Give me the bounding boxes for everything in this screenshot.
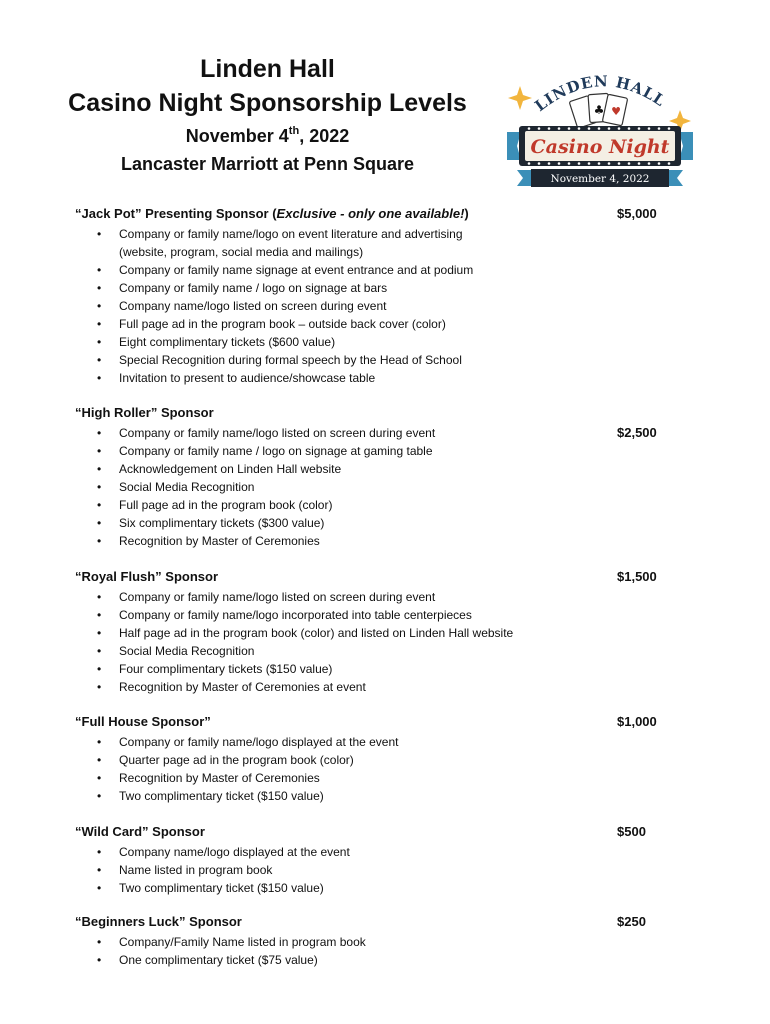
benefit-item: • Company or family name/logo displayed at the event <box>97 735 399 749</box>
tier-name: “Full House Sponsor” <box>75 714 211 729</box>
benefit-item: • Six complimentary tickets ($300 value) <box>97 516 325 530</box>
benefit-item: • Special Recognition during formal speech by the Head of School <box>97 353 462 367</box>
tier-price: $1,000 <box>617 714 657 729</box>
benefit-item: • Full page ad in the program book – outside back cover (color) <box>97 317 446 331</box>
event-organization-title: Linden Hall <box>200 55 335 83</box>
bullet-icon: • <box>97 281 102 295</box>
benefit-item: • One complimentary ticket ($75 value) <box>97 953 318 967</box>
tier-name: “High Roller” Sponsor <box>75 405 214 420</box>
benefit-item: • Company or family name / logo on signage at bars <box>97 281 388 295</box>
bullet-icon: • <box>97 753 102 767</box>
benefit-list <box>75 588 695 696</box>
tier-name: “Beginners Luck” Sponsor <box>75 914 242 929</box>
bullet-icon: • <box>97 881 102 895</box>
benefit-item: • Company or family name / logo on signage at gaming table <box>97 444 433 458</box>
benefit-item: • Recognition by Master of Ceremonies at event <box>97 680 366 694</box>
tier-price: $250 <box>617 914 646 929</box>
event-date-day: November 4 <box>185 126 289 146</box>
bullet-icon: • <box>97 371 102 385</box>
logo-top-text: LINDEN HALL <box>531 72 669 116</box>
bullet-icon: • <box>97 680 102 694</box>
benefit-list <box>75 733 695 805</box>
bullet-icon: • <box>97 498 102 512</box>
logo-date-text: November 4, 2022 <box>550 173 650 185</box>
bullet-icon: • <box>97 335 102 349</box>
benefit-item: • Four complimentary tickets ($150 value) <box>97 662 333 676</box>
tier-name <box>75 205 695 223</box>
benefit-list <box>75 843 695 897</box>
bullet-icon: • <box>97 516 102 530</box>
benefit-item: • Invitation to present to audience/showcase table <box>97 371 376 385</box>
benefit-item: • Company or family name/logo listed on screen during event <box>97 426 436 440</box>
tier-price: $5,000 <box>617 206 657 221</box>
sponsor-tier-beginners-luck <box>75 913 695 969</box>
sponsor-tier-royal-flush <box>75 568 695 696</box>
tier-price: $1,500 <box>617 569 657 584</box>
tier-price: $2,500 <box>617 425 657 440</box>
svg-text:♣: ♣ <box>593 103 605 117</box>
bullet-icon: • <box>97 935 102 949</box>
bullet-icon: • <box>97 590 102 604</box>
benefit-list <box>75 933 695 969</box>
tier-name-emphasis: Exclusive - only one available! <box>276 206 465 221</box>
benefit-item: • Eight complimentary tickets ($600 value) <box>97 335 336 349</box>
sponsor-tier-jack-pot <box>75 205 695 387</box>
bullet-icon: • <box>97 789 102 803</box>
bullet-icon: • <box>97 771 102 785</box>
benefit-item: • Two complimentary ticket ($150 value) <box>97 789 324 803</box>
bullet-icon: • <box>97 644 102 658</box>
benefit-item: • Half page ad in the program book (color) and listed on Linden Hall website <box>97 626 514 640</box>
event-date-year: , 2022 <box>299 126 350 146</box>
bullet-icon: • <box>97 480 102 494</box>
benefit-item: • Company/Family Name listed in program book <box>97 935 366 949</box>
event-venue: Lancaster Marriott at Penn Square <box>120 154 415 174</box>
tier-name-text: “Jack Pot” Presenting Sponsor ( <box>75 206 277 221</box>
benefit-item: • Full page ad in the program book (color) <box>97 498 333 512</box>
bullet-icon: • <box>97 534 102 548</box>
event-date <box>40 122 495 150</box>
benefit-item: • Company name/logo displayed at the event <box>97 845 350 859</box>
bullet-icon: • <box>97 263 102 277</box>
svg-text:♥: ♥ <box>611 105 621 118</box>
benefit-item: • Quarter page ad in the program book (color) <box>97 753 354 767</box>
bullet-icon: • <box>97 845 102 859</box>
bullet-icon: • <box>97 462 102 476</box>
logo-main-text: Casino Night <box>530 136 670 158</box>
bullet-icon: • <box>97 953 102 967</box>
benefit-item-continuation: (website, program, social media and mailings) <box>119 245 364 259</box>
bullet-icon: • <box>97 426 102 440</box>
benefit-item: • Recognition by Master of Ceremonies <box>97 534 320 548</box>
bullet-icon: • <box>97 299 102 313</box>
document-header <box>40 52 495 178</box>
benefit-item: • Recognition by Master of Ceremonies <box>97 771 320 785</box>
bullet-icon: • <box>97 227 102 241</box>
benefit-list <box>75 424 695 550</box>
benefit-item: • Company or family name/logo listed on screen during event <box>97 590 436 604</box>
bullet-icon: • <box>97 735 102 749</box>
tier-name-close: ) <box>464 206 469 221</box>
document-title: Casino Night Sponsorship Levels <box>68 89 467 117</box>
benefit-item: • Company or family name signage at event entrance and at podium <box>97 263 474 277</box>
bullet-icon: • <box>97 662 102 676</box>
casino-night-logo <box>505 70 695 195</box>
bullet-icon: • <box>97 353 102 367</box>
sponsor-tier-high-roller <box>75 404 695 550</box>
benefit-item: • Company name/logo listed on screen during event <box>97 299 387 313</box>
sponsor-tier-full-house <box>75 713 695 805</box>
benefit-item: • Company or family name/logo on event literature and advertising <box>97 227 463 241</box>
bullet-icon: • <box>97 608 102 622</box>
event-date-suffix: th <box>288 125 300 137</box>
tier-name: “Wild Card” Sponsor <box>75 824 205 839</box>
bullet-icon: • <box>97 317 102 331</box>
benefit-item: • Two complimentary ticket ($150 value) <box>97 881 324 895</box>
bullet-icon: • <box>97 863 102 877</box>
benefit-item: • Social Media Recognition <box>97 644 255 658</box>
bullet-icon: • <box>97 444 102 458</box>
benefit-list <box>75 225 695 387</box>
bullet-icon: • <box>97 626 102 640</box>
sponsor-tier-wild-card <box>75 823 695 897</box>
benefit-item: • Acknowledgement on Linden Hall website <box>97 462 342 476</box>
benefit-item: • Company or family name/logo incorporated into table centerpieces <box>97 608 472 622</box>
tier-price: $500 <box>617 824 646 839</box>
tier-name: “Royal Flush” Sponsor <box>75 569 219 584</box>
benefit-item: • Social Media Recognition <box>97 480 255 494</box>
benefit-item: • Name listed in program book <box>97 863 273 877</box>
